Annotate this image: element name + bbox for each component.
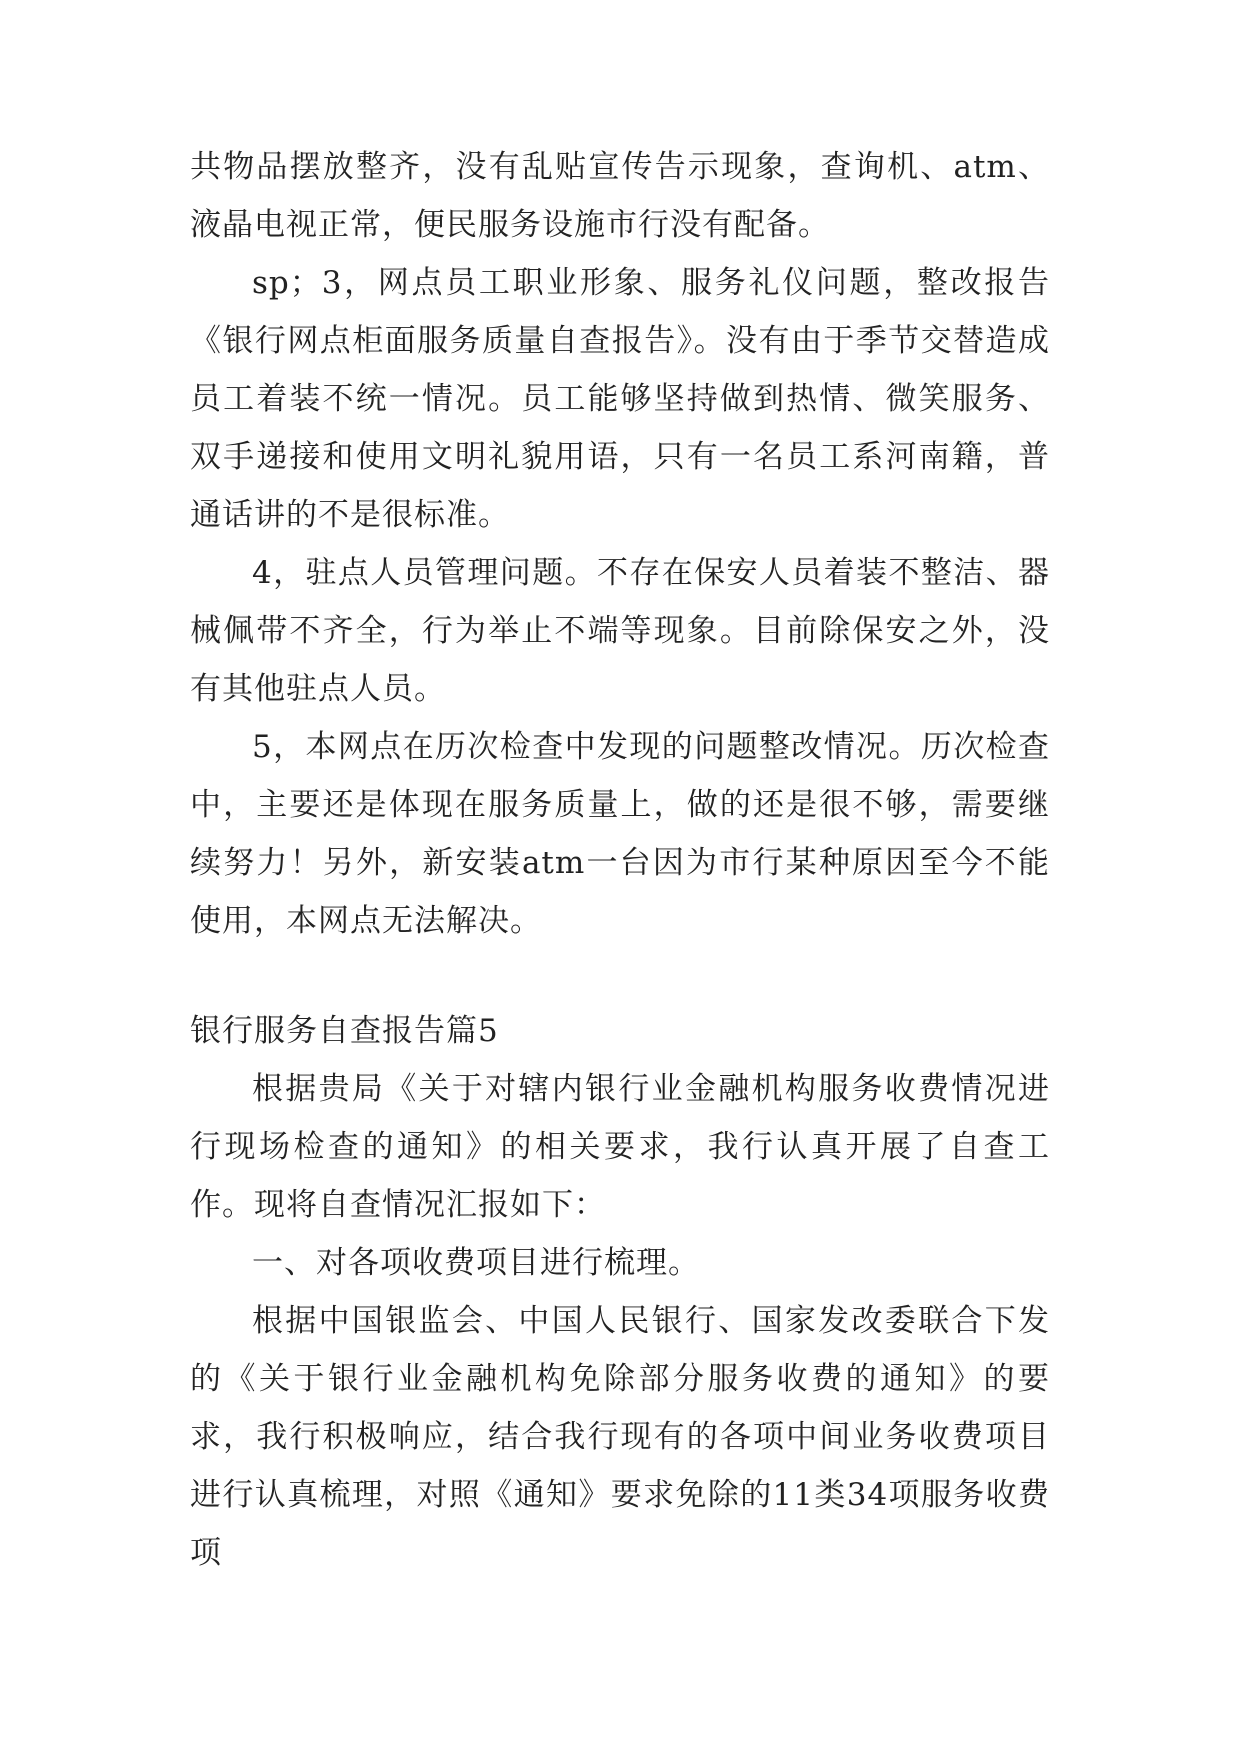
body-text-part-2: [190, 1060, 1050, 1582]
section-heading: 银行服务自查报告篇5: [190, 1013, 499, 1049]
paragraph-fees: 根据中国银监会、中国人民银行、国家发改委联合下发的《关于银行业金融机构免除部分服务收费的通知》的要求，我行积极响应，结合我行现有的各项中间业务收费项目进行认真梳理，对照《通知》要求免除的11类34项服务收费项: [190, 1303, 1050, 1571]
paragraph-intro: 根据贵局《关于对辖内银行业金融机构服务收费情况进行现场检查的通知》的相关要求，我行认真开展了自查工作。现将自查情况汇报如下：: [190, 1071, 1050, 1223]
body-text-part-1: [190, 138, 1050, 950]
paragraph-item-5: 5，本网点在历次检查中发现的问题整改情况。历次检查中，主要还是体现在服务质量上，做的还是很不够，需要继续努力！另外，新安装atm一台因为市行某种原因至今不能使用，本网点无法解决。: [190, 729, 1050, 939]
paragraph-item-3: sp；3，网点员工职业形象、服务礼仪问题，整改报告《银行网点柜面服务质量自查报告》。没有由于季节交替造成员工着装不统一情况。员工能够坚持做到热情、微笑服务、双手递接和使用文明礼貌用语，只有一名员工系河南籍，普通话讲的不是很标准。: [190, 265, 1050, 533]
paragraph-subheading: 一、对各项收费项目进行梳理。: [252, 1245, 700, 1281]
paragraph-item-4: 4，驻点人员管理问题。不存在保安人员着装不整洁、器械佩带不齐全，行为举止不端等现象。目前除保安之外，没有其他驻点人员。: [190, 555, 1050, 707]
paragraph-continuation: 共物品摆放整齐，没有乱贴宣传告示现象，查询机、atm、液晶电视正常，便民服务设施市行没有配备。: [190, 149, 1050, 243]
